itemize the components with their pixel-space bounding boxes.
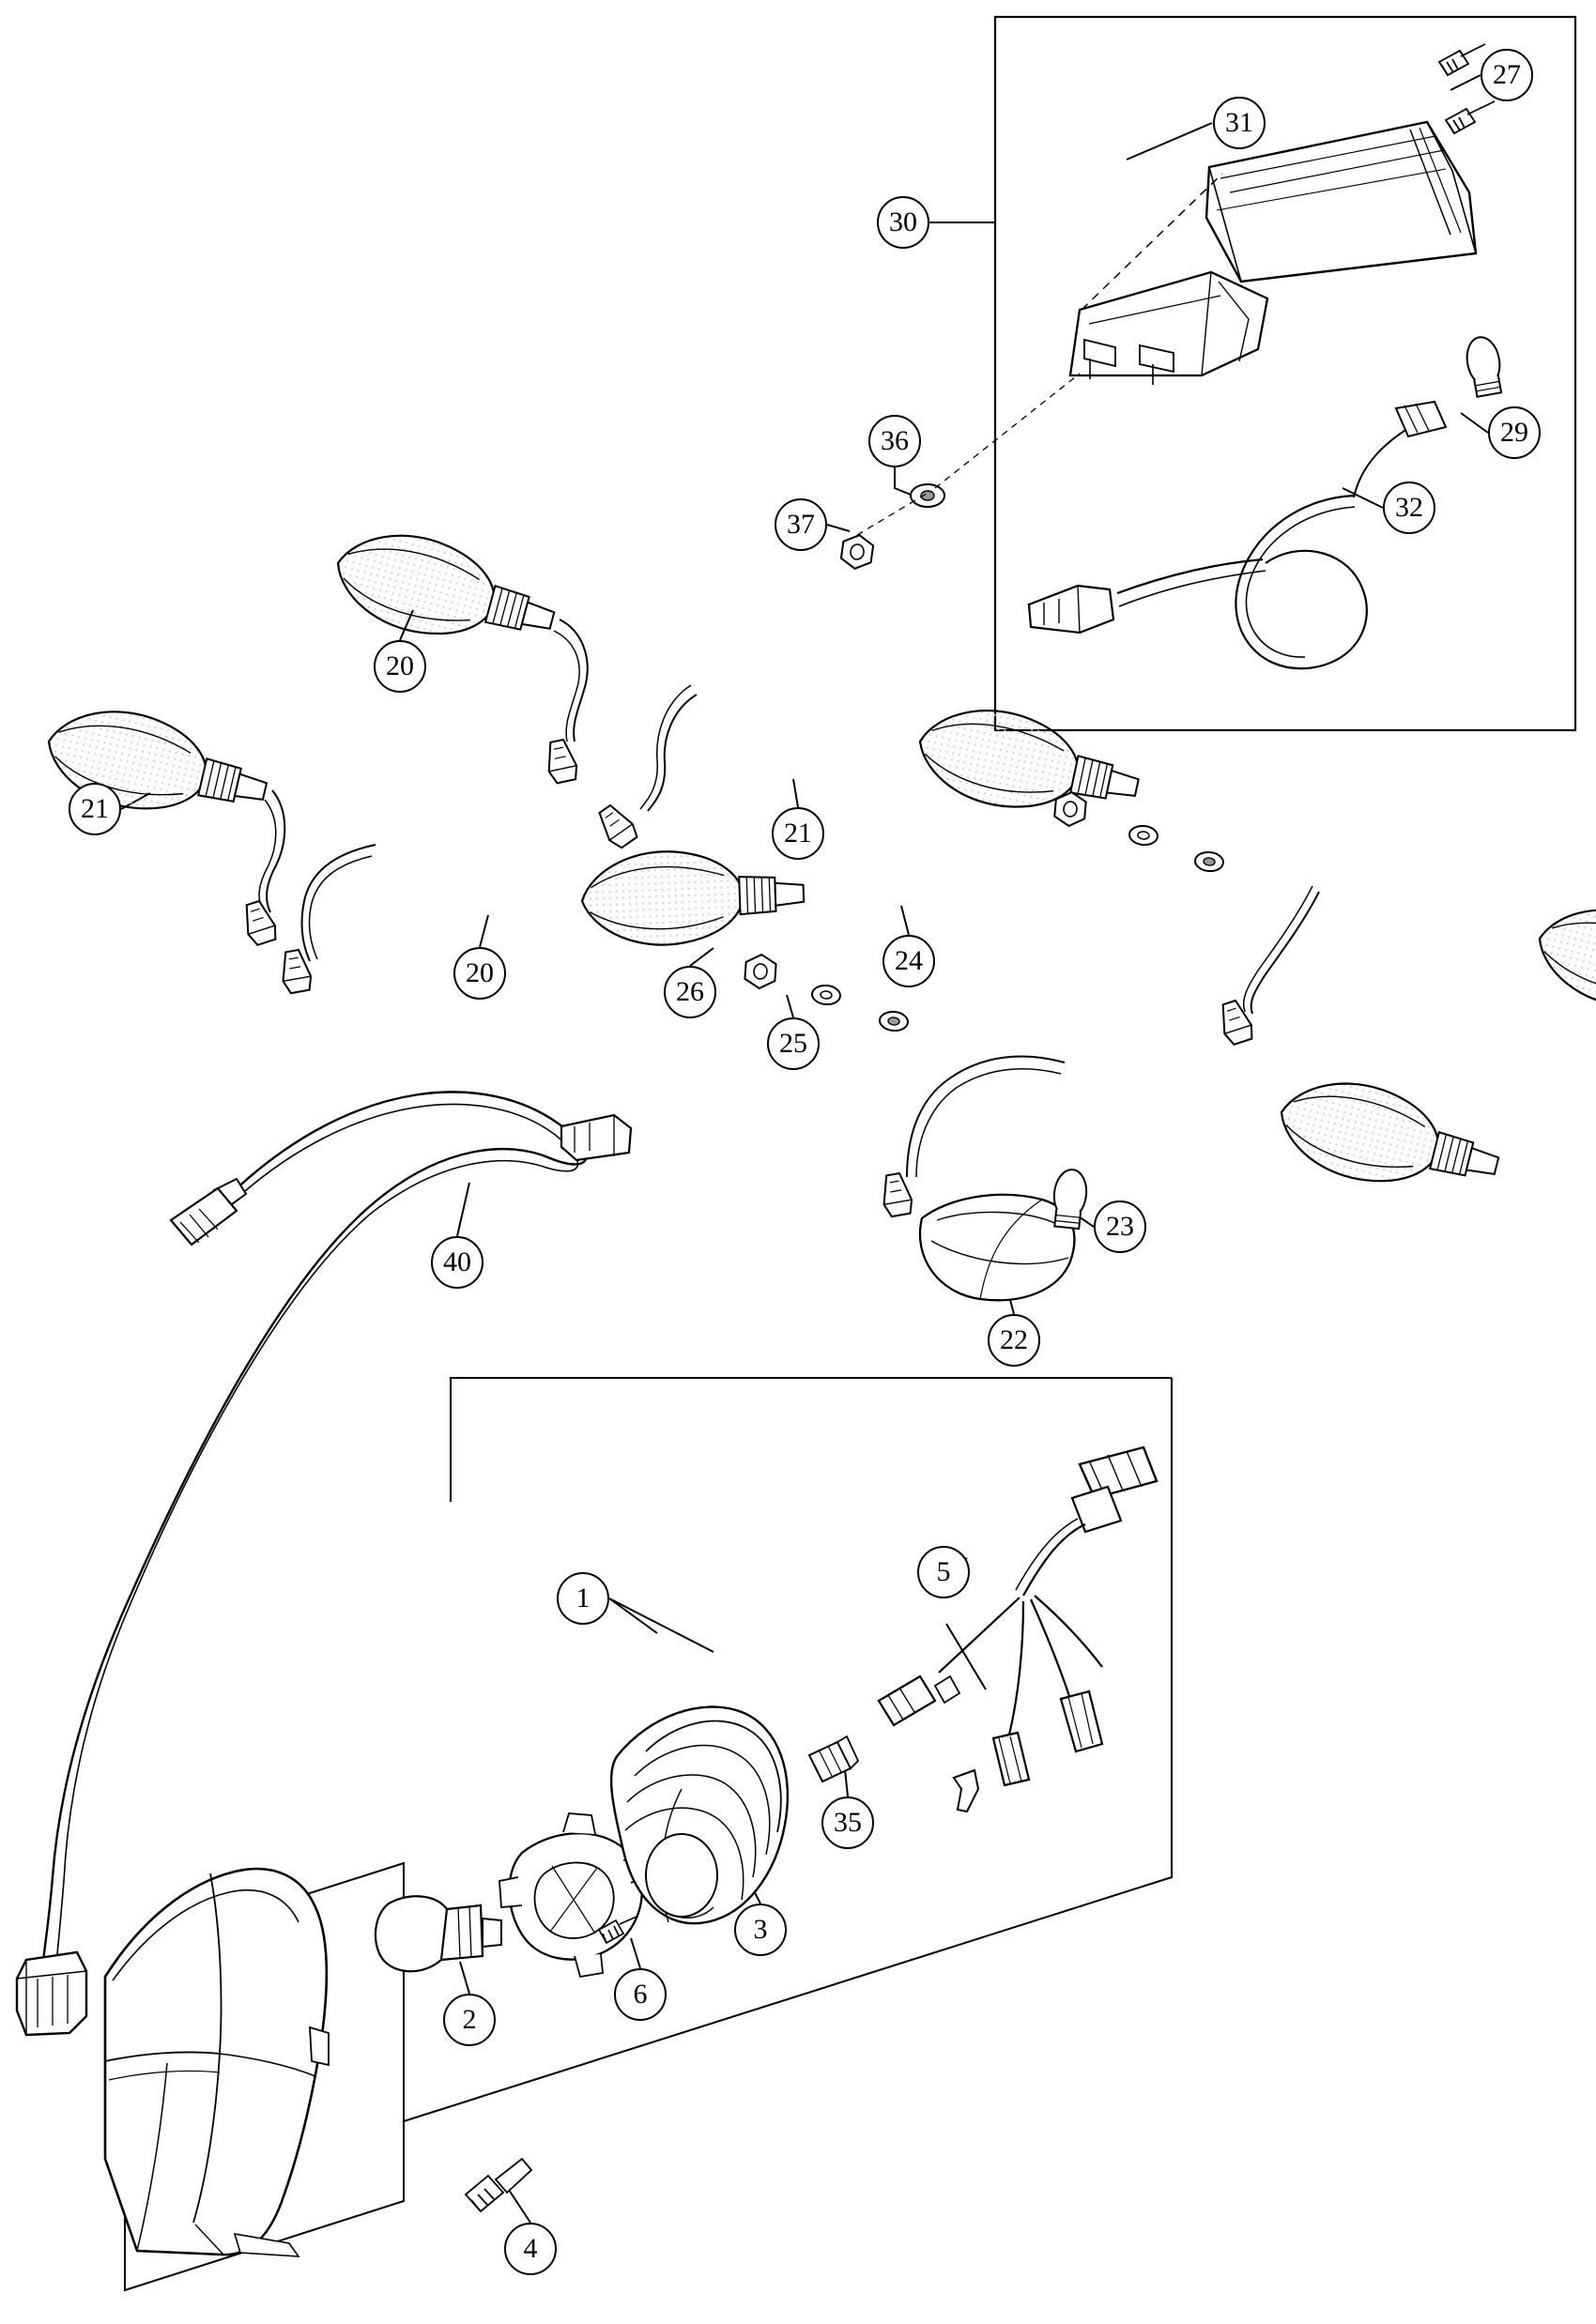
callout-22: 22 [988, 1314, 1040, 1367]
callout-30: 30 [877, 196, 929, 249]
indicator-right-far [1528, 894, 1596, 1037]
indicator-lens-22 [920, 1195, 1074, 1300]
callout-37: 37 [775, 498, 827, 551]
indicator-hardware-center [744, 954, 776, 989]
callout-20-lower: 20 [453, 947, 506, 1000]
callout-1: 1 [557, 1572, 609, 1625]
callout-36: 36 [868, 415, 921, 467]
callout-27: 27 [1481, 49, 1533, 101]
leader-lines [121, 75, 1488, 2223]
headlight-mask [105, 1869, 329, 2256]
callout-40: 40 [431, 1236, 483, 1289]
callout-25: 25 [767, 1017, 820, 1070]
callout-35: 35 [821, 1797, 874, 1849]
headlight-screw-4 [466, 2159, 531, 2211]
indicator-center-right [1270, 1067, 1508, 1211]
callout-32: 32 [1383, 482, 1435, 534]
callout-6: 6 [614, 1968, 667, 2021]
headlight-harness-5 [879, 1447, 1157, 1812]
position-bulb-35 [809, 1736, 858, 1781]
tail-light-assembly [840, 44, 1505, 668]
callout-21-left: 21 [69, 783, 121, 835]
indicator-21-right [911, 696, 1146, 833]
callout-21-right: 21 [772, 807, 824, 860]
callout-29: 29 [1488, 406, 1541, 459]
callout-20-upper: 20 [374, 640, 426, 693]
callout-2: 2 [443, 1994, 496, 2046]
indicator-20-upper [326, 518, 564, 665]
hardware-stack-upper-right [1053, 791, 1223, 873]
callout-3: 3 [734, 1904, 787, 1956]
callout-26: 26 [664, 966, 716, 1018]
callout-23: 23 [1094, 1200, 1146, 1253]
headlight-bulb-2 [376, 1896, 501, 1971]
callout-5: 5 [917, 1546, 970, 1598]
callout-4: 4 [504, 2223, 557, 2275]
callout-31: 31 [1213, 97, 1266, 149]
indicator-20-lower [580, 847, 805, 947]
callout-24: 24 [882, 935, 935, 987]
